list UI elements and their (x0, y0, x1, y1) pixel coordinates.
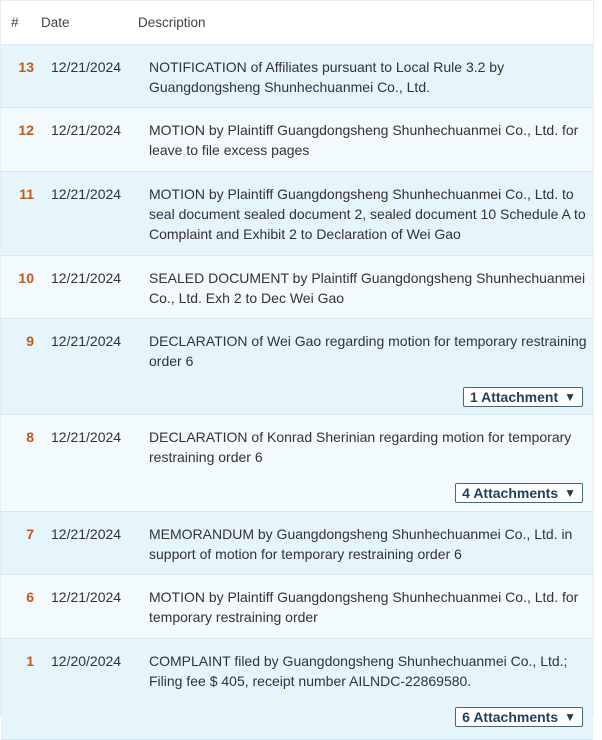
table-row (1, 639, 593, 740)
entry-number[interactable]: 10 (18, 270, 34, 286)
entry-date: 12/21/2024 (51, 59, 122, 75)
attachments-dropdown-button[interactable] (455, 707, 583, 727)
attachments-label: 1 Attachment (469, 389, 559, 405)
entry-description: NOTIFICATION of Affiliates pursuant to Local Rule 3.2 by Guangdongsheng Shunhechuanmei Co., Ltd. (149, 59, 505, 95)
entry-description: MOTION by Plaintiff Guangdongsheng Shunhechuanmei Co., Ltd. for leave to file excess pages (149, 122, 579, 158)
entry-number[interactable]: 7 (26, 526, 34, 542)
table-row (1, 415, 593, 512)
attachments-label: 6 Attachments (462, 709, 559, 725)
entry-date: 12/21/2024 (51, 270, 122, 286)
entry-description: MEMORANDUM by Guangdongsheng Shunhechuanmei Co., Ltd. in support of motion for temporary restraining order 6 (149, 526, 573, 562)
header-date: Date (41, 15, 70, 30)
header-number: # (11, 15, 19, 30)
table-row (1, 172, 593, 256)
caret-down-icon: ▼ (564, 390, 576, 404)
table-row (1, 319, 593, 415)
entry-description: MOTION by Plaintiff Guangdongsheng Shunhechuanmei Co., Ltd. for temporary restraining order (149, 589, 579, 625)
table-row (1, 45, 593, 108)
attachments-label: 4 Attachments (462, 485, 559, 501)
entry-description: MOTION by Plaintiff Guangdongsheng Shunhechuanmei Co., Ltd. to seal document sealed document 2, sealed document 10 Schedule A to Complaint and Exhibit 2 to Declaration of Wei Gao (149, 186, 586, 242)
entry-number[interactable]: 11 (19, 186, 34, 202)
entry-date: 12/21/2024 (51, 526, 122, 542)
attachments-dropdown-button[interactable] (463, 387, 583, 407)
entry-number[interactable]: 12 (18, 122, 34, 138)
table-row (1, 512, 593, 575)
entry-number[interactable]: 9 (26, 333, 34, 349)
entry-date: 12/21/2024 (51, 186, 122, 202)
entry-number[interactable]: 8 (26, 429, 34, 445)
table-header (1, 1, 593, 45)
caret-down-icon: ▼ (564, 486, 576, 500)
entry-date: 12/21/2024 (51, 333, 122, 349)
entry-number[interactable]: 6 (26, 589, 34, 605)
caret-down-icon: ▼ (564, 710, 576, 724)
table-row (1, 108, 593, 172)
entry-date: 12/21/2024 (51, 429, 122, 445)
entry-description: DECLARATION of Wei Gao regarding motion for temporary restraining order 6 (149, 333, 587, 369)
header-description: Description (138, 15, 206, 30)
entry-description: SEALED DOCUMENT by Plaintiff Guangdongsheng Shunhechuanmei Co., Ltd. Exh 2 to Dec Wei Gao (149, 270, 586, 306)
entry-number[interactable]: 13 (18, 59, 34, 75)
entry-description: DECLARATION of Konrad Sherinian regarding motion for temporary restraining order 6 (149, 429, 572, 465)
entry-date: 12/21/2024 (51, 122, 122, 138)
entry-date: 12/20/2024 (51, 653, 122, 669)
table-row (1, 256, 593, 319)
attachments-dropdown-button[interactable] (455, 483, 583, 503)
entry-number[interactable]: 1 (26, 653, 34, 669)
entry-date: 12/21/2024 (51, 589, 122, 605)
entry-description: COMPLAINT filed by Guangdongsheng Shunhechuanmei Co., Ltd.; Filing fee $ 405, receipt number AILNDC-22869580. (149, 653, 568, 689)
table-row (1, 575, 593, 639)
